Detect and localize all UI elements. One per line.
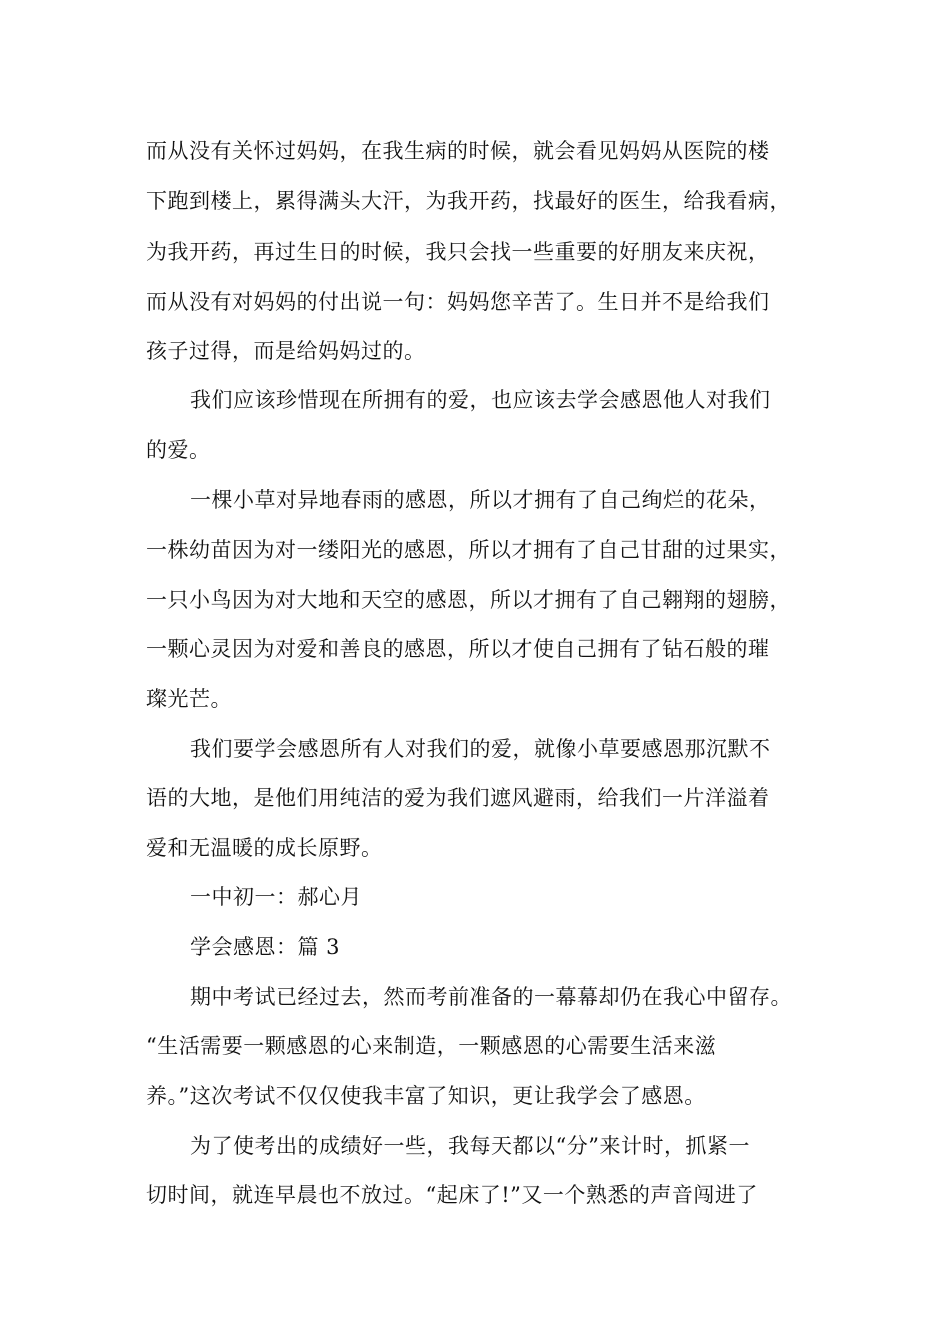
text-line: 为了使考出的成绩好一些，我每天都以“分”来计时，抓紧一 — [190, 1134, 750, 1158]
text-line: 爱和无温暖的成长原野。 — [146, 836, 383, 860]
text-line: 切时间，就连早晨也不放过。“起床了!”又一个熟悉的声音闯进了 — [146, 1183, 758, 1207]
text-line: 期中考试已经过去，然而考前准备的一幕幕却仍在我心中留存。 — [190, 985, 792, 1009]
text-line: 一棵小草对异地春雨的感恩，所以才拥有了自己绚烂的花朵， — [190, 488, 771, 512]
text-line: 我们应该珍惜现在所拥有的爱，也应该去学会感恩他人对我们 — [190, 388, 771, 412]
text-line: 一颗心灵因为对爱和善良的感恩，所以才使自己拥有了钻石般的璀 — [146, 637, 770, 661]
text-line: 养。”这次考试不仅仅使我丰富了知识，更让我学会了感恩。 — [146, 1084, 706, 1108]
section-heading: 学会感恩：篇 3 — [190, 935, 341, 959]
text-line: 的爱。 — [146, 438, 211, 462]
text-line: 语的大地，是他们用纯洁的爱为我们遮风避雨，给我们一片洋溢着 — [146, 786, 770, 810]
text-line: 孩子过得，而是给妈妈过的。 — [146, 339, 426, 363]
text-line: 而从没有对妈妈的付出说一句：妈妈您辛苦了。生日并不是给我们 — [146, 290, 770, 314]
text-line: 而从没有关怀过妈妈，在我生病的时候，就会看见妈妈从医院的楼 — [146, 139, 770, 163]
text-line: 我们要学会感恩所有人对我们的爱，就像小草要感恩那沉默不 — [190, 737, 771, 761]
text-line: 下跑到楼上，累得满头大汗，为我开药，找最好的医生，给我看病， — [146, 189, 791, 213]
author-line: 一中初一：郝心月 — [190, 885, 362, 909]
text-line: 一株幼苗因为对一缕阳光的感恩，所以才拥有了自己甘甜的过果实， — [146, 538, 791, 562]
text-line: 一只小鸟因为对大地和天空的感恩，所以才拥有了自己翱翔的翅膀， — [146, 588, 791, 612]
text-line: 为我开药，再过生日的时候，我只会找一些重要的好朋友来庆祝， — [146, 240, 770, 264]
text-line: “生活需要一颗感恩的心来制造，一颗感恩的心需要生活来滋 — [146, 1034, 717, 1058]
text-line: 璨光芒。 — [146, 687, 232, 711]
